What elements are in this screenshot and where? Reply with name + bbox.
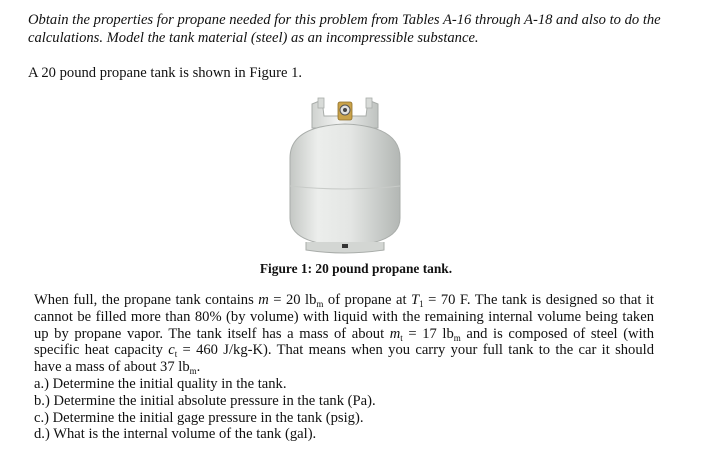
paragraph-line-4: specific heat capacity $c_t = 460$ J/kg-K). That means when you carry your full tank to the car it should	[34, 342, 654, 360]
question-d: d.) What is the internal volume of the tank (gal).	[34, 426, 317, 443]
problem-paragraph	[34, 292, 654, 443]
propane-tank-figure	[270, 86, 420, 256]
paragraph-line-3: up by propane vapor. The tank itself has a mass of about $m_t = 17$ $lb_m$ and is composed of steel (with	[34, 325, 654, 343]
paragraph-line-2: cannot be filled more than 80% (by volume) with liquid with the remaining internal volume being taken	[34, 308, 654, 325]
question-a: a.) Determine the initial quality in the tank.	[34, 375, 287, 392]
propane-tank-icon	[270, 86, 420, 256]
question-b: b.) Determine the initial absolute pressure in the tank (Pa).	[34, 392, 376, 409]
figure-caption: Figure 1: 20 pound propane tank.	[259, 261, 453, 276]
intro-line: A 20 pound propane tank is shown in Figure 1.	[28, 65, 303, 81]
paragraph-line-1: When full, the propane tank contains m = 20 $lb_m$ of propane at $T_1 = 70$ F. The tank is designed so that it	[34, 292, 654, 309]
instructions-text: Obtain the properties for propane needed for this problem from Tables A-16 through A-18 and also to do the calculations. Model the tank material (steel) as an incompressible substance.	[28, 12, 661, 46]
paragraph-line-5: have a mass of about 37 $lb_m$.	[34, 359, 201, 377]
question-c: c.) Determine the initial gage pressure in the tank (psig).	[34, 409, 364, 426]
